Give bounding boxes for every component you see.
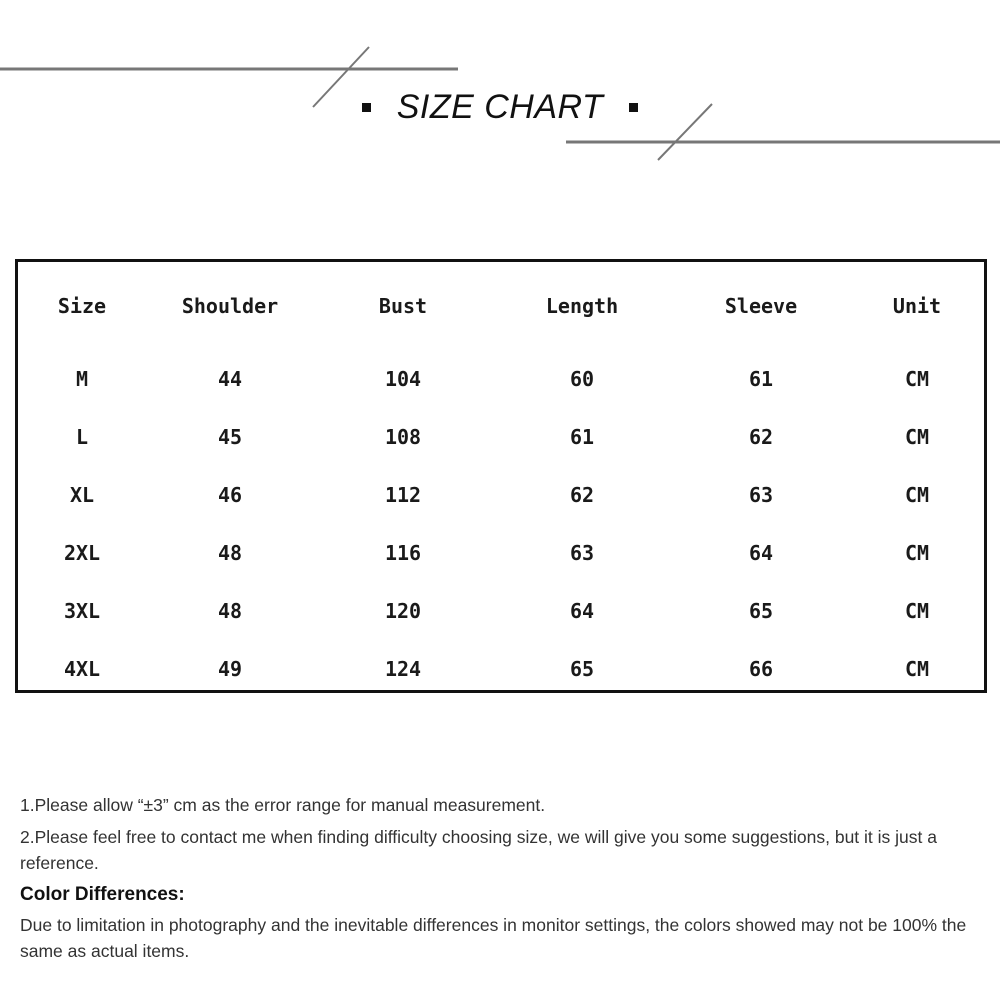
notes-section bbox=[20, 792, 985, 970]
cell-sleeve: 62 bbox=[748, 425, 774, 449]
column-header-sleeve: Sleeve bbox=[724, 294, 798, 318]
cell-length: 65 bbox=[569, 657, 595, 681]
cell-shoulder: 49 bbox=[217, 657, 243, 681]
cell-shoulder: 48 bbox=[217, 599, 243, 623]
cell-length: 63 bbox=[569, 541, 595, 565]
cell-sleeve: 65 bbox=[748, 599, 774, 623]
color-differences-heading: Color Differences: bbox=[20, 884, 185, 905]
cell-size: M bbox=[75, 367, 89, 391]
cell-length: 60 bbox=[569, 367, 595, 391]
cell-length: 62 bbox=[569, 483, 595, 507]
cell-size: 4XL bbox=[63, 657, 101, 681]
cell-bust: 120 bbox=[384, 599, 422, 623]
cell-size: XL bbox=[69, 483, 95, 507]
note-contact: 2.Please feel free to contact me when finding difficulty choosing size, we will give you some suggestions, but it is just a reference. bbox=[20, 827, 937, 873]
page-title: SIZE CHART bbox=[396, 87, 604, 126]
column-header-bust: Bust bbox=[378, 294, 428, 318]
cell-sleeve: 66 bbox=[748, 657, 774, 681]
cell-bust: 108 bbox=[384, 425, 422, 449]
cell-shoulder: 45 bbox=[217, 425, 243, 449]
bullet-left-icon bbox=[362, 103, 371, 112]
cell-unit: CM bbox=[904, 657, 930, 681]
cell-size: 3XL bbox=[63, 599, 101, 623]
size-chart-header bbox=[0, 82, 1000, 132]
note-measurement-error: 1.Please allow “±3” cm as the error range for manual measurement. bbox=[20, 795, 546, 815]
table-row bbox=[18, 350, 984, 408]
cell-sleeve: 61 bbox=[748, 367, 774, 391]
table-row bbox=[18, 582, 984, 640]
cell-bust: 116 bbox=[384, 541, 422, 565]
column-header-unit: Unit bbox=[892, 294, 942, 318]
cell-bust: 104 bbox=[384, 367, 422, 391]
table-row bbox=[18, 408, 984, 466]
table-row bbox=[18, 640, 984, 698]
cell-length: 64 bbox=[569, 599, 595, 623]
bullet-right-icon bbox=[629, 103, 638, 112]
table-row bbox=[18, 524, 984, 582]
cell-unit: CM bbox=[904, 541, 930, 565]
cell-length: 61 bbox=[569, 425, 595, 449]
cell-shoulder: 44 bbox=[217, 367, 243, 391]
color-differences-text: Due to limitation in photography and the inevitable differences in monitor settings, the colors showed may not be 100% the same as actual items. bbox=[20, 915, 967, 961]
cell-unit: CM bbox=[904, 425, 930, 449]
cell-size: L bbox=[75, 425, 89, 449]
cell-sleeve: 63 bbox=[748, 483, 774, 507]
size-table bbox=[18, 262, 984, 698]
cell-bust: 124 bbox=[384, 657, 422, 681]
column-header-length: Length bbox=[545, 294, 619, 318]
table-row bbox=[18, 466, 984, 524]
table-header-row bbox=[18, 262, 984, 350]
size-table-frame bbox=[15, 259, 987, 693]
cell-unit: CM bbox=[904, 599, 930, 623]
column-header-size: Size bbox=[57, 294, 107, 318]
cell-shoulder: 48 bbox=[217, 541, 243, 565]
cell-unit: CM bbox=[904, 367, 930, 391]
cell-bust: 112 bbox=[384, 483, 422, 507]
cell-unit: CM bbox=[904, 483, 930, 507]
cell-shoulder: 46 bbox=[217, 483, 243, 507]
cell-sleeve: 64 bbox=[748, 541, 774, 565]
column-header-shoulder: Shoulder bbox=[181, 294, 279, 318]
cell-size: 2XL bbox=[63, 541, 101, 565]
